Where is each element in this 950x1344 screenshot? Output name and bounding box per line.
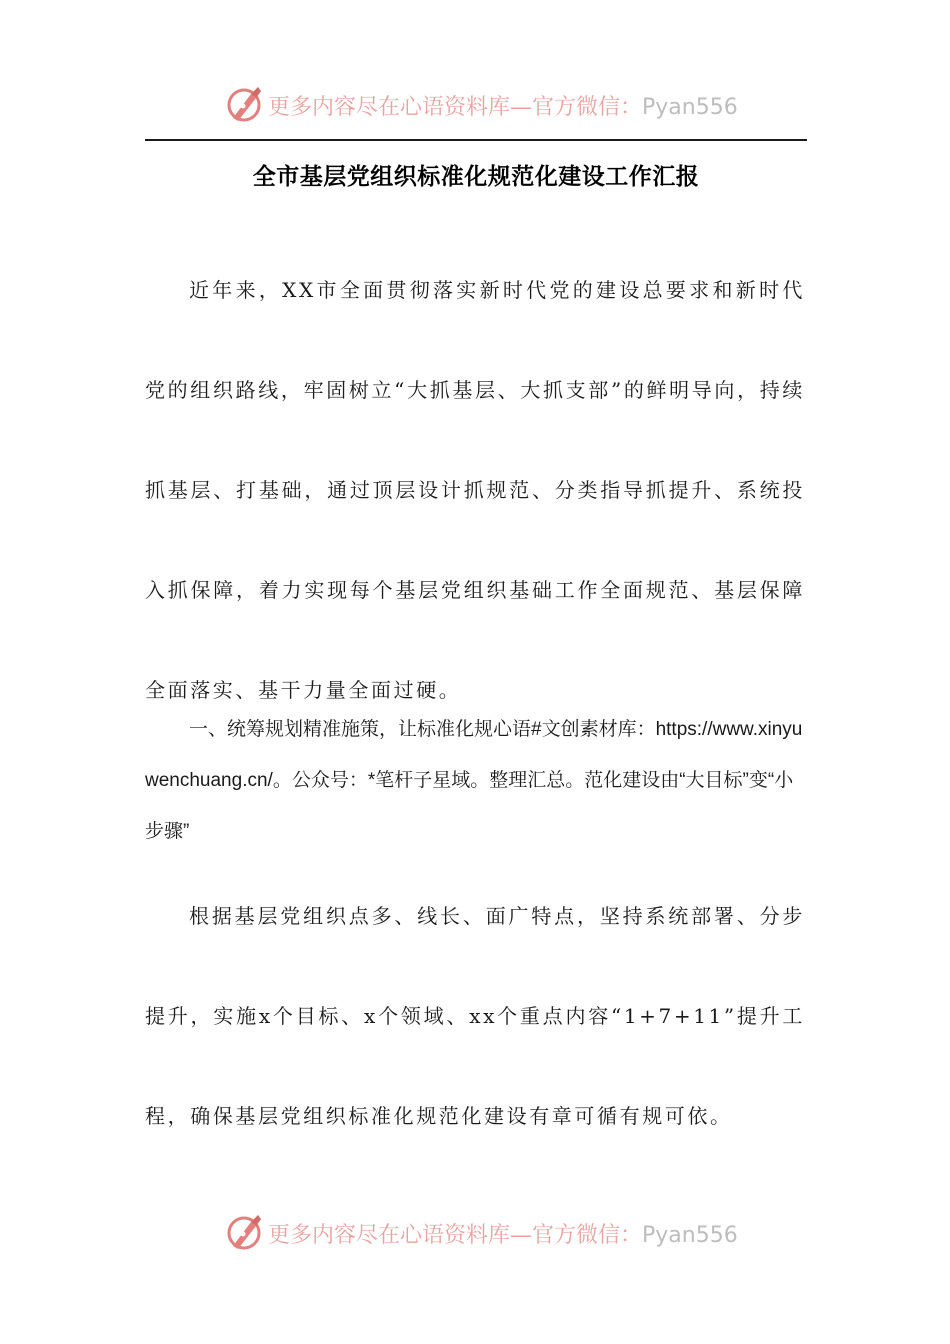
intro-paragraph: 近年来，XX市全面贯彻落实新时代党的建设总要求和新时代党的组织路线，牢固树立“大抓基层、大抓支部”的鲜明导向，持续抓基层、打基础，通过顶层设计抓规范、分类指导抓提升、系统投入抓保障，着力实现每个基层党组织基础工作全面规范、基层保障全面落实、基干力量全面过硬。 [145,278,805,702]
wechat-id: Pyan556 [642,95,738,120]
brand-text [268,1218,738,1249]
brand-slogan: 更多内容尽在心语资料库—官方微信： [268,1223,643,1248]
section-heading: 一、统筹规划精准施策，让标准化规心语#文创素材库：https://www.xinyuwenchuang.cn/。公众号：*笔杆子星域。整理汇总。范化建设由“大目标”变“小步骤” [145,719,803,842]
brand-text [268,90,738,121]
wechat-id: Pyan556 [642,1223,738,1248]
footer-watermark [0,1212,950,1252]
pen-nib-logo-icon [225,1212,265,1252]
header-divider [145,139,807,141]
document-title: 全市基层党组织标准化规范化建设工作汇报 [252,163,700,190]
brand-slogan: 更多内容尽在心语资料库—官方微信： [268,95,643,120]
pen-nib-logo-icon [225,84,265,124]
body-paragraph: 根据基层党组织点多、线长、面广特点，坚持系统部署、分步提升，实施x个目标、x个领域、xx个重点内容“1+7+11”提升工程，确保基层党组织标准化规范化建设有章可循有规可依。 [145,904,805,1128]
header-watermark [0,84,950,124]
